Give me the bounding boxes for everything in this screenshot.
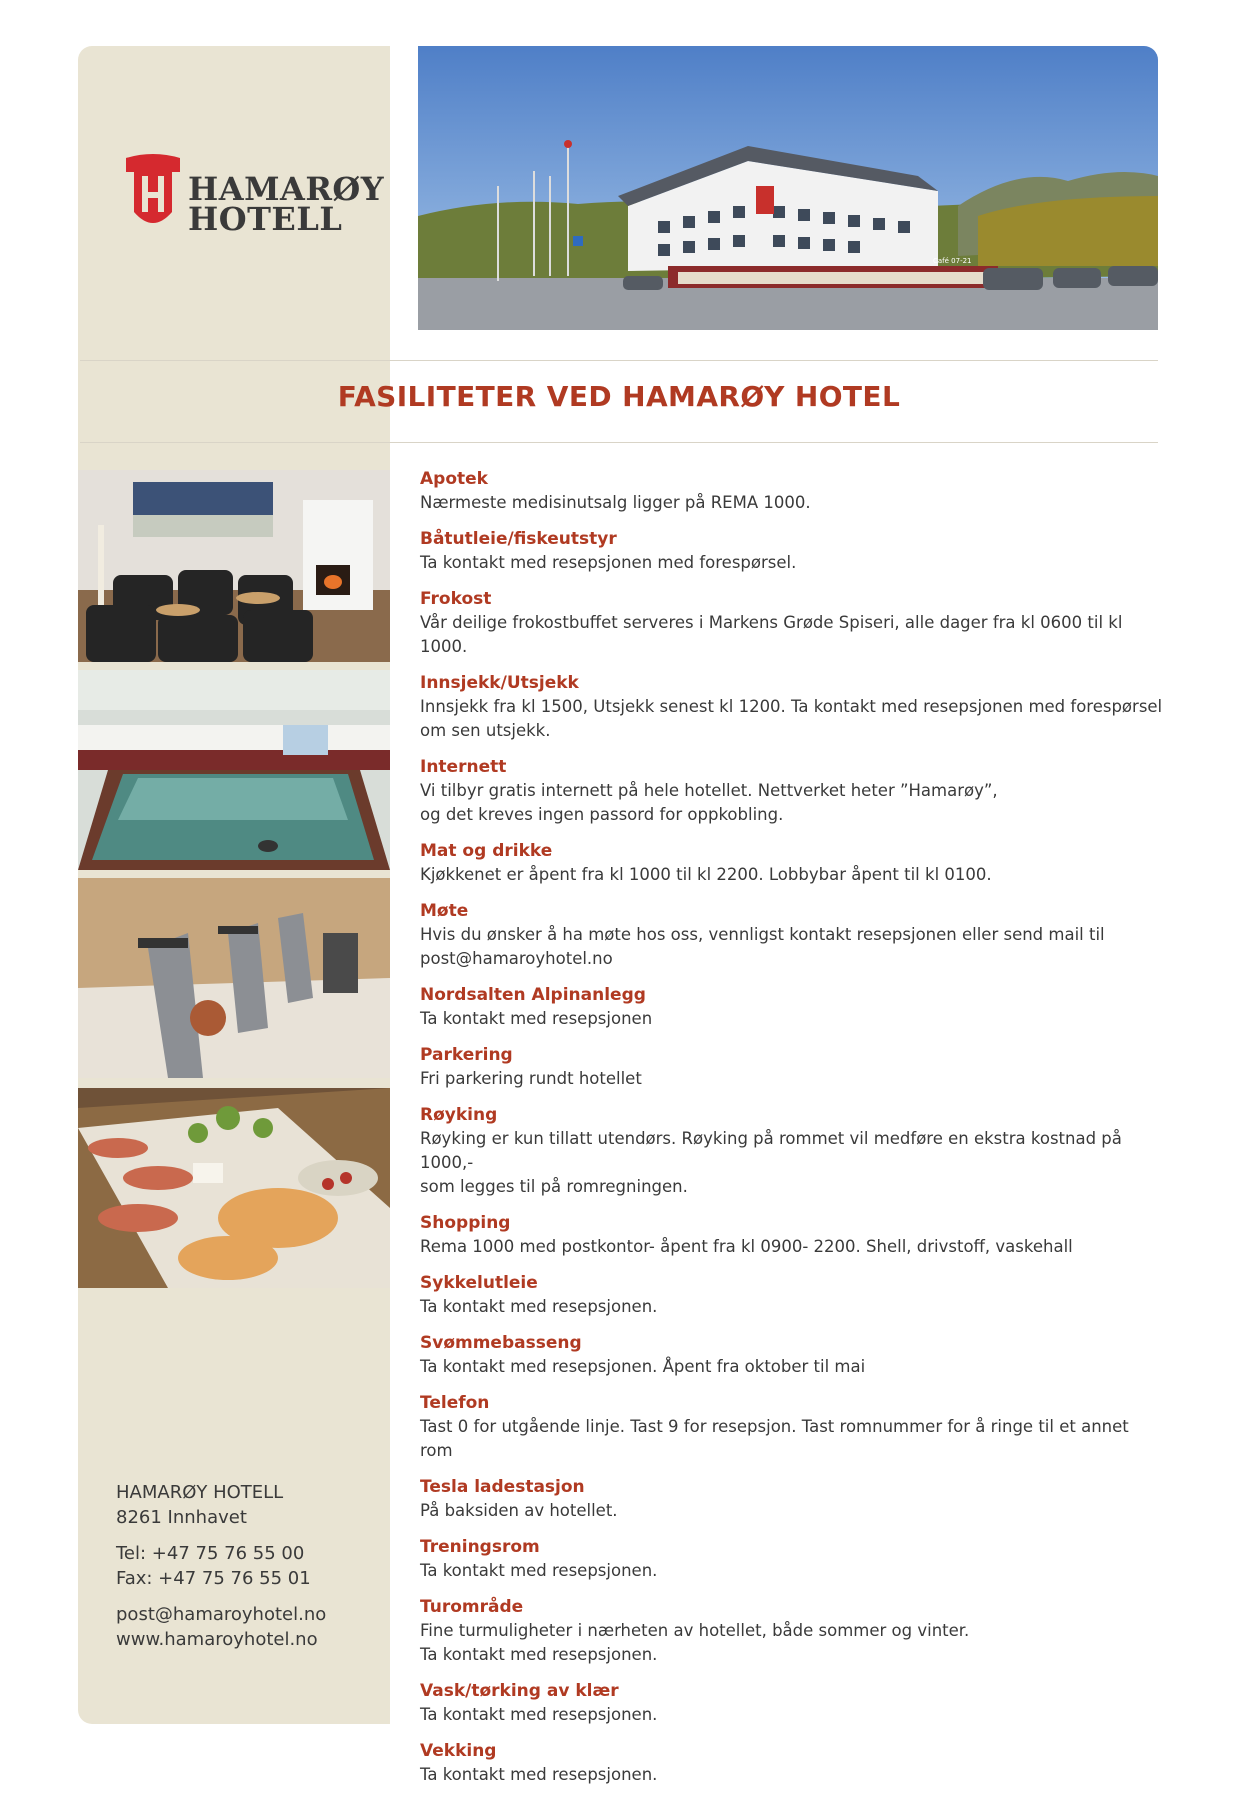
facility-item bbox=[420, 1595, 1165, 1667]
facility-item bbox=[420, 527, 1165, 575]
facility-title: Telefon bbox=[420, 1393, 490, 1413]
facility-description: Ta kontakt med resepsjonen. bbox=[420, 1765, 658, 1784]
facility-item bbox=[420, 587, 1165, 659]
facility-item bbox=[420, 1043, 1165, 1091]
facility-description: Ta kontakt med resepsjonen. bbox=[420, 1705, 658, 1724]
facility-description: Nærmeste medisinutsalg ligger på REMA 1000. bbox=[420, 493, 811, 512]
facility-description: Vi tilbyr gratis internett på hele hotellet. Nettverket heter ”Hamarøy”, bbox=[420, 781, 998, 800]
facility-description: Innsjekk fra kl 1500, Utsjekk senest kl 1200. Ta kontakt med resepsjonen med forespørsel bbox=[420, 697, 1163, 716]
contact-phone: Tel: +47 75 76 55 00 bbox=[116, 1543, 305, 1564]
facility-item bbox=[420, 899, 1165, 971]
facility-description: På baksiden av hotellet. bbox=[420, 1501, 618, 1520]
facility-description: Kjøkkenet er åpent fra kl 1000 til kl 2200. Lobbybar åpent til kl 0100. bbox=[420, 865, 992, 884]
facility-item bbox=[420, 839, 1165, 887]
facility-list bbox=[420, 467, 1165, 1799]
facility-title: Treningsrom bbox=[420, 1537, 540, 1557]
facility-item bbox=[420, 1211, 1165, 1259]
facility-title: Parkering bbox=[420, 1045, 513, 1065]
facility-description: Fri parkering rundt hotellet bbox=[420, 1069, 642, 1088]
facility-title: Båtutleie/fiskeutstyr bbox=[420, 529, 617, 549]
facility-title: Turområde bbox=[420, 1597, 524, 1617]
hotel-logo-icon bbox=[122, 152, 184, 232]
facility-description: post@hamaroyhotel.no bbox=[420, 949, 613, 968]
facility-title: Sykkelutleie bbox=[420, 1273, 538, 1293]
facility-title: Svømmebasseng bbox=[420, 1333, 582, 1353]
facility-item bbox=[420, 1331, 1165, 1379]
facility-title: Mat og drikke bbox=[420, 841, 553, 861]
facility-description: Vår deilige frokostbuffet serveres i Markens Grøde Spiseri, alle dager fra kl 0600 til kl 1000. bbox=[420, 613, 1123, 656]
facility-title: Shopping bbox=[420, 1213, 511, 1233]
facility-title: Internett bbox=[420, 757, 507, 777]
facility-title: Vask/tørking av klær bbox=[420, 1681, 619, 1701]
cafe-sign: Café 07-21 bbox=[933, 257, 972, 265]
contact-address: 8261 Innhavet bbox=[116, 1507, 247, 1528]
facility-description: om sen utsjekk. bbox=[420, 721, 551, 740]
facility-item bbox=[420, 671, 1165, 743]
facility-item bbox=[420, 1475, 1165, 1523]
facility-item bbox=[420, 1271, 1165, 1319]
facility-item bbox=[420, 1535, 1165, 1583]
facility-description: som legges til på romregningen. bbox=[420, 1177, 688, 1196]
facility-description: Ta kontakt med resepsjonen bbox=[420, 1009, 653, 1028]
facility-title: Nordsalten Alpinanlegg bbox=[420, 985, 646, 1005]
facility-title: Innsjekk/Utsjekk bbox=[420, 673, 579, 693]
contact-fax: Fax: +47 75 76 55 01 bbox=[116, 1568, 311, 1589]
contact-name: HAMARØY HOTELL bbox=[116, 1482, 284, 1503]
facility-title: Apotek bbox=[420, 469, 488, 489]
facility-item bbox=[420, 755, 1165, 827]
facility-item bbox=[420, 983, 1165, 1031]
facility-title: Møte bbox=[420, 901, 469, 921]
brand-line-2: HOTELL bbox=[188, 200, 343, 238]
facility-item bbox=[420, 1391, 1165, 1463]
lounge-photo bbox=[78, 470, 390, 662]
top-divider bbox=[80, 360, 1158, 361]
facility-description: Fine turmuligheter i nærheten av hotellet, både sommer og vinter. bbox=[420, 1621, 970, 1640]
facility-item bbox=[420, 467, 1165, 515]
facility-description: Tast 0 for utgående linje. Tast 9 for resepsjon. Tast romnummer for å ringe til et annet rom bbox=[420, 1417, 1129, 1460]
hotel-exterior-photo bbox=[418, 46, 1158, 330]
facility-description: Ta kontakt med resepsjonen. Åpent fra oktober til mai bbox=[420, 1357, 866, 1376]
contact-email-link[interactable]: post@hamaroyhotel.no bbox=[116, 1604, 327, 1625]
contact-block bbox=[116, 1480, 326, 1652]
brand-wordmark bbox=[188, 170, 385, 238]
contact-website-link[interactable]: www.hamaroyhotel.no bbox=[116, 1629, 318, 1650]
logo-area bbox=[78, 46, 390, 330]
facility-description: Røyking er kun tillatt utendørs. Røyking på rommet vil medføre en ekstra kostnad på 1000,- bbox=[420, 1129, 1122, 1172]
facility-description: Rema 1000 med postkontor- åpent fra kl 0900- 2200. Shell, drivstoff, vaskehall bbox=[420, 1237, 1073, 1256]
facility-item bbox=[420, 1679, 1165, 1727]
facility-title: Røyking bbox=[420, 1105, 498, 1125]
facility-description: Ta kontakt med resepsjonen. bbox=[420, 1561, 658, 1580]
facility-description: Ta kontakt med resepsjonen. bbox=[420, 1297, 658, 1316]
gym-photo bbox=[78, 878, 390, 1078]
facility-description: Hvis du ønsker å ha møte hos oss, vennligst kontakt resepsjonen eller send mail til bbox=[420, 925, 1105, 944]
facility-item bbox=[420, 1103, 1165, 1199]
facility-title: Tesla ladestasjon bbox=[420, 1477, 585, 1497]
brand-line-1: HAMARØY bbox=[188, 170, 385, 208]
facility-description: Ta kontakt med resepsjonen. bbox=[420, 1645, 658, 1664]
facility-title: Vekking bbox=[420, 1741, 497, 1761]
buffet-photo bbox=[78, 1088, 390, 1288]
swimming-pool-photo bbox=[78, 670, 390, 870]
facility-item bbox=[420, 1739, 1165, 1787]
facility-description: Ta kontakt med resepsjonen med forespørsel. bbox=[420, 553, 797, 572]
page-title: FASILITETER VED HAMARØY HOTEL bbox=[337, 380, 901, 413]
facility-title: Frokost bbox=[420, 589, 492, 609]
facility-description: og det kreves ingen passord for oppkobling. bbox=[420, 805, 784, 824]
title-divider bbox=[80, 442, 1158, 443]
